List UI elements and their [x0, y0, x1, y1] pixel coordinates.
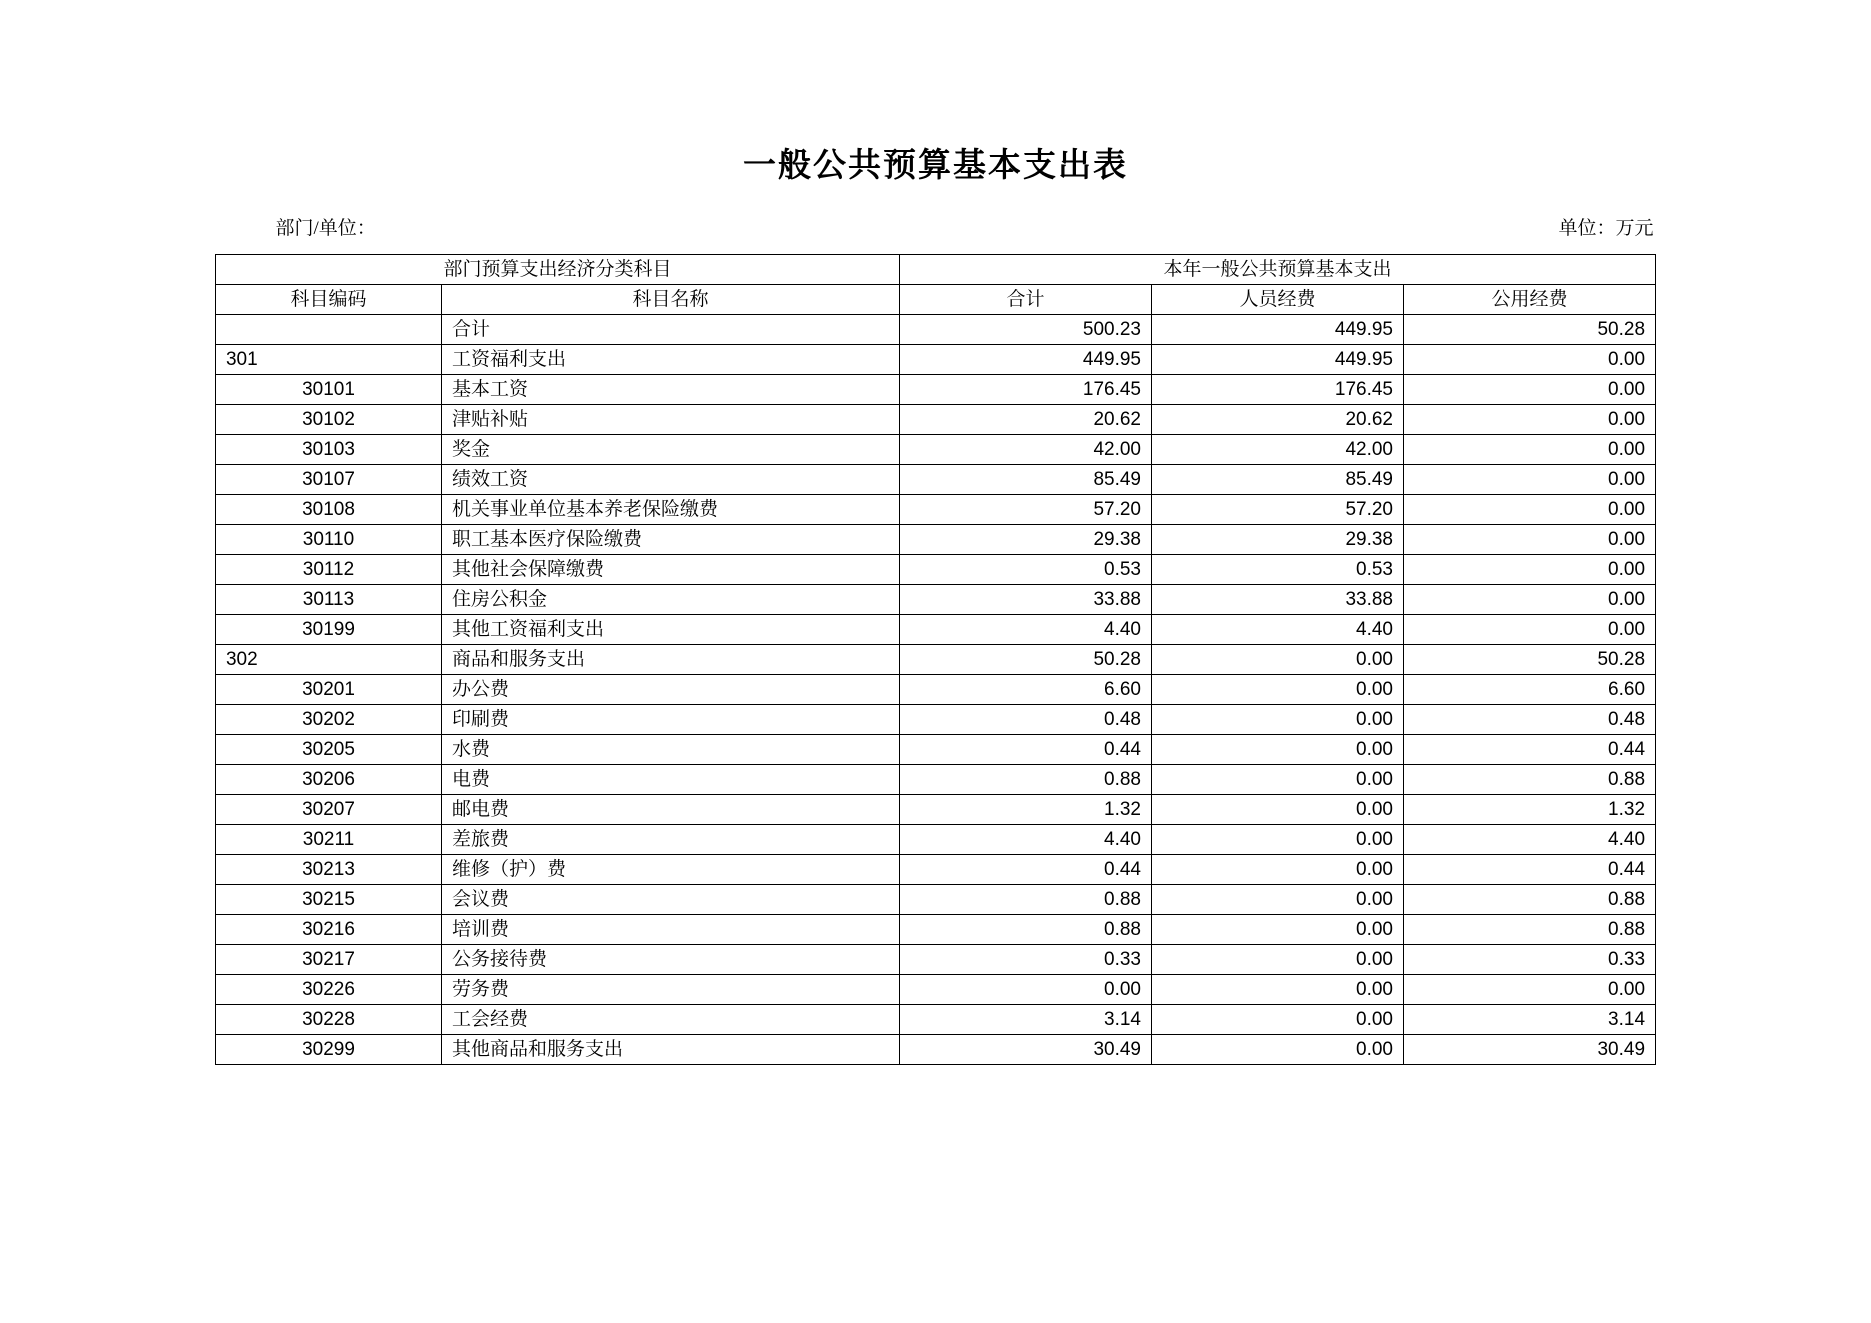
cell-subject-name: 劳务费 [441, 975, 899, 1005]
cell-total: 29.38 [900, 525, 1152, 555]
table-row [215, 405, 1655, 435]
cell-subject-name: 合计 [441, 315, 899, 345]
cell-subject-code: 301 [215, 345, 441, 375]
cell-personnel: 0.00 [1152, 855, 1404, 885]
table-row [215, 585, 1655, 615]
table-row [215, 465, 1655, 495]
cell-public: 50.28 [1404, 315, 1656, 345]
table-row [215, 645, 1655, 675]
table-row [215, 1035, 1655, 1065]
cell-total: 449.95 [900, 345, 1152, 375]
cell-subject-name: 机关事业单位基本养老保险缴费 [441, 495, 899, 525]
cell-subject-code: 30103 [215, 435, 441, 465]
cell-subject-code: 30199 [215, 615, 441, 645]
table-row [215, 855, 1655, 885]
cell-total: 20.62 [900, 405, 1152, 435]
meta-row [216, 181, 1656, 240]
cell-subject-code [215, 315, 441, 345]
cell-subject-name: 其他社会保障缴费 [441, 555, 899, 585]
cell-subject-code: 302 [215, 645, 441, 675]
cell-personnel: 0.00 [1152, 765, 1404, 795]
cell-subject-name: 电费 [441, 765, 899, 795]
cell-public: 0.00 [1404, 615, 1656, 645]
cell-public: 0.33 [1404, 945, 1656, 975]
cell-public: 4.40 [1404, 825, 1656, 855]
cell-personnel: 449.95 [1152, 315, 1404, 345]
group-header-right: 本年一般公共预算基本支出 [900, 255, 1656, 285]
table-row [215, 315, 1655, 345]
page-title: 一般公共预算基本支出表 [743, 146, 1128, 183]
cell-total: 0.53 [900, 555, 1152, 585]
cell-subject-code: 30201 [215, 675, 441, 705]
cell-public: 0.00 [1404, 435, 1656, 465]
cell-personnel: 449.95 [1152, 345, 1404, 375]
cell-total: 6.60 [900, 675, 1152, 705]
table-body [215, 315, 1655, 1065]
table-row [215, 795, 1655, 825]
column-header-personnel: 人员经费 [1152, 285, 1404, 315]
table-header [215, 255, 1655, 315]
cell-public: 3.14 [1404, 1005, 1656, 1035]
table-row [215, 525, 1655, 555]
cell-subject-name: 其他工资福利支出 [441, 615, 899, 645]
cell-total: 0.88 [900, 885, 1152, 915]
cell-subject-code: 30112 [215, 555, 441, 585]
cell-subject-code: 30108 [215, 495, 441, 525]
column-header-public: 公用经费 [1404, 285, 1656, 315]
cell-total: 0.44 [900, 735, 1152, 765]
cell-subject-code: 30101 [215, 375, 441, 405]
cell-public: 0.00 [1404, 405, 1656, 435]
cell-personnel: 4.40 [1152, 615, 1404, 645]
cell-public: 0.00 [1404, 975, 1656, 1005]
cell-public: 0.00 [1404, 465, 1656, 495]
cell-personnel: 0.00 [1152, 915, 1404, 945]
cell-subject-name: 培训费 [441, 915, 899, 945]
cell-subject-name: 职工基本医疗保险缴费 [441, 525, 899, 555]
cell-subject-code: 30226 [215, 975, 441, 1005]
cell-subject-name: 其他商品和服务支出 [441, 1035, 899, 1065]
cell-subject-name: 会议费 [441, 885, 899, 915]
cell-personnel: 33.88 [1152, 585, 1404, 615]
cell-subject-code: 30202 [215, 705, 441, 735]
cell-total: 0.44 [900, 855, 1152, 885]
cell-subject-code: 30206 [215, 765, 441, 795]
cell-public: 0.88 [1404, 765, 1656, 795]
table-row [215, 495, 1655, 525]
cell-personnel: 0.00 [1152, 795, 1404, 825]
cell-subject-code: 30215 [215, 885, 441, 915]
cell-public: 0.00 [1404, 555, 1656, 585]
cell-personnel: 85.49 [1152, 465, 1404, 495]
cell-subject-name: 工会经费 [441, 1005, 899, 1035]
cell-subject-name: 邮电费 [441, 795, 899, 825]
cell-subject-code: 30113 [215, 585, 441, 615]
cell-total: 30.49 [900, 1035, 1152, 1065]
cell-public: 0.00 [1404, 525, 1656, 555]
table-row [215, 1005, 1655, 1035]
cell-personnel: 0.00 [1152, 1005, 1404, 1035]
cell-subject-name: 印刷费 [441, 705, 899, 735]
cell-subject-name: 津贴补贴 [441, 405, 899, 435]
cell-public: 0.00 [1404, 585, 1656, 615]
table-row [215, 375, 1655, 405]
cell-subject-name: 公务接待费 [441, 945, 899, 975]
cell-personnel: 0.00 [1152, 825, 1404, 855]
cell-personnel: 0.53 [1152, 555, 1404, 585]
cell-subject-name: 绩效工资 [441, 465, 899, 495]
table-row [215, 975, 1655, 1005]
cell-subject-code: 30228 [215, 1005, 441, 1035]
department-label: 部门/单位： [275, 218, 376, 239]
cell-subject-name: 商品和服务支出 [441, 645, 899, 675]
cell-public: 30.49 [1404, 1035, 1656, 1065]
column-header-name: 科目名称 [441, 285, 899, 315]
cell-personnel: 0.00 [1152, 1035, 1404, 1065]
cell-public: 0.00 [1404, 375, 1656, 405]
unit-label: 单位：万元 [1558, 218, 1654, 239]
cell-public: 0.44 [1404, 855, 1656, 885]
table-row [215, 735, 1655, 765]
cell-personnel: 0.00 [1152, 945, 1404, 975]
cell-personnel: 42.00 [1152, 435, 1404, 465]
column-header-row [215, 285, 1655, 315]
cell-total: 85.49 [900, 465, 1152, 495]
cell-public: 50.28 [1404, 645, 1656, 675]
cell-total: 0.88 [900, 765, 1152, 795]
cell-total: 57.20 [900, 495, 1152, 525]
table-row [215, 675, 1655, 705]
cell-total: 0.48 [900, 705, 1152, 735]
cell-public: 0.00 [1404, 495, 1656, 525]
cell-total: 176.45 [900, 375, 1152, 405]
cell-subject-code: 30213 [215, 855, 441, 885]
table-row [215, 345, 1655, 375]
cell-subject-code: 30102 [215, 405, 441, 435]
cell-total: 0.33 [900, 945, 1152, 975]
table-row [215, 705, 1655, 735]
cell-subject-name: 基本工资 [441, 375, 899, 405]
cell-total: 500.23 [900, 315, 1152, 345]
cell-total: 50.28 [900, 645, 1152, 675]
cell-total: 42.00 [900, 435, 1152, 465]
cell-total: 0.88 [900, 915, 1152, 945]
cell-subject-name: 工资福利支出 [441, 345, 899, 375]
cell-total: 33.88 [900, 585, 1152, 615]
cell-public: 6.60 [1404, 675, 1656, 705]
cell-personnel: 0.00 [1152, 705, 1404, 735]
column-header-code: 科目编码 [215, 285, 441, 315]
cell-subject-code: 30216 [215, 915, 441, 945]
column-header-total: 合计 [900, 285, 1152, 315]
cell-subject-name: 办公费 [441, 675, 899, 705]
cell-subject-code: 30110 [215, 525, 441, 555]
cell-personnel: 0.00 [1152, 735, 1404, 765]
cell-public: 1.32 [1404, 795, 1656, 825]
cell-total: 3.14 [900, 1005, 1152, 1035]
table-row [215, 435, 1655, 465]
cell-public: 0.88 [1404, 885, 1656, 915]
cell-subject-name: 差旅费 [441, 825, 899, 855]
cell-personnel: 57.20 [1152, 495, 1404, 525]
cell-total: 4.40 [900, 825, 1152, 855]
cell-public: 0.88 [1404, 915, 1656, 945]
cell-subject-name: 水费 [441, 735, 899, 765]
cell-public: 0.00 [1404, 345, 1656, 375]
cell-public: 0.44 [1404, 735, 1656, 765]
cell-subject-code: 30205 [215, 735, 441, 765]
table-row [215, 945, 1655, 975]
group-header-left: 部门预算支出经济分类科目 [215, 255, 899, 285]
cell-subject-code: 30207 [215, 795, 441, 825]
cell-total: 1.32 [900, 795, 1152, 825]
table-row [215, 765, 1655, 795]
cell-subject-code: 30107 [215, 465, 441, 495]
cell-personnel: 0.00 [1152, 675, 1404, 705]
cell-personnel: 0.00 [1152, 975, 1404, 1005]
cell-total: 4.40 [900, 615, 1152, 645]
cell-personnel: 0.00 [1152, 645, 1404, 675]
cell-subject-name: 维修（护）费 [441, 855, 899, 885]
cell-total: 0.00 [900, 975, 1152, 1005]
cell-subject-name: 住房公积金 [441, 585, 899, 615]
cell-subject-code: 30299 [215, 1035, 441, 1065]
budget-table [215, 254, 1656, 1065]
cell-personnel: 176.45 [1152, 375, 1404, 405]
cell-subject-name: 奖金 [441, 435, 899, 465]
table-row [215, 555, 1655, 585]
cell-personnel: 0.00 [1152, 885, 1404, 915]
table-row [215, 825, 1655, 855]
table-row [215, 615, 1655, 645]
cell-subject-code: 30217 [215, 945, 441, 975]
table-row [215, 915, 1655, 945]
cell-personnel: 29.38 [1152, 525, 1404, 555]
cell-subject-code: 30211 [215, 825, 441, 855]
cell-personnel: 20.62 [1152, 405, 1404, 435]
cell-public: 0.48 [1404, 705, 1656, 735]
table-row [215, 885, 1655, 915]
group-header-row [215, 255, 1655, 285]
